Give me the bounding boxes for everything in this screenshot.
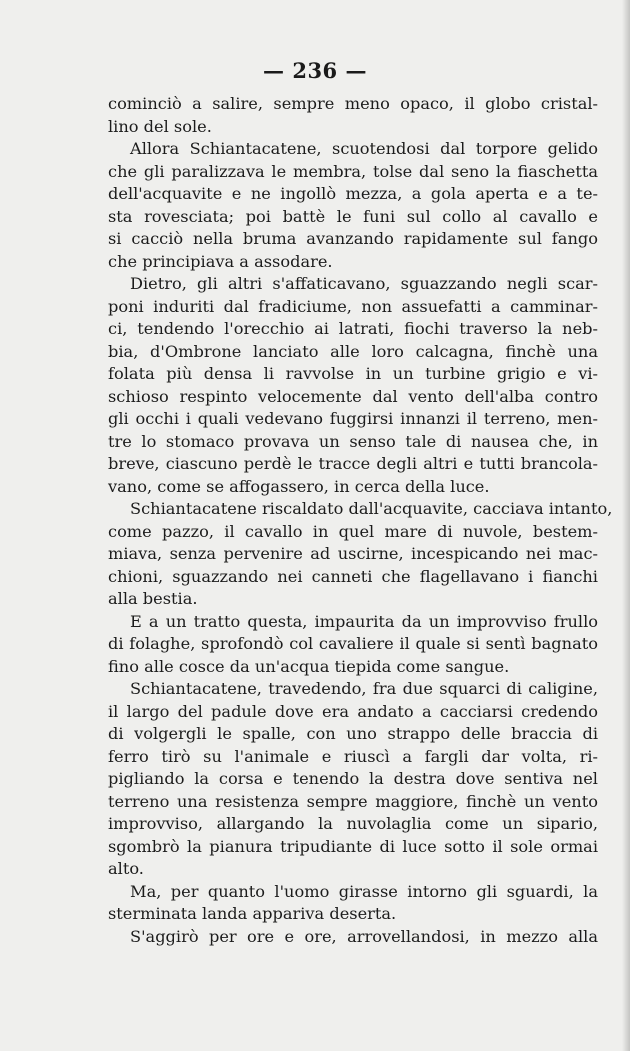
text-line: Schiantacatene, travedendo, fra due squarci di caligine, <box>130 679 598 698</box>
text-line: E a un tratto questa, impaurita da un improvviso frullo <box>130 611 598 631</box>
text-line: sgombrò la pianura tripudiante di luce sotto il sole ormai <box>108 836 598 856</box>
text-line: cominciò a salire, sempre meno opaco, il globo cristal- <box>108 94 598 113</box>
text-line: tre lo stomaco provava un senso tale di nausea che, in <box>108 431 598 451</box>
body-text <box>108 93 613 948</box>
text-line: S'aggirò per ore e ore, arrovellandosi, in mezzo alla <box>130 926 598 946</box>
text-line: lino del sole. <box>108 116 212 136</box>
text-line: bia, d'Ombrone lanciato alle loro calcagna, finchè una <box>108 341 598 361</box>
text-line: alto. <box>108 859 144 878</box>
text-line: poni induriti dal fradiciume, non assuefatti a camminar- <box>108 296 598 316</box>
text-line: ci, tendendo l'orecchio ai latrati, fiochi traverso la neb- <box>108 319 598 338</box>
text-line: ferro tirò su l'animale e riuscì a fargli dar volta, ri- <box>108 746 598 766</box>
page-edge-shadow <box>622 0 630 1051</box>
text-line: che principiava a assodare. <box>108 251 333 271</box>
text-line: si cacciò nella bruma avanzando rapidamente sul fango <box>108 229 598 248</box>
text-line: di folaghe, sprofondò col cavaliere il quale si sentì bagnato <box>108 634 598 653</box>
text-line: miava, senza pervenire ad uscirne, incespicando nei mac- <box>108 544 598 563</box>
text-line: breve, ciascuno perdè le tracce degli altri e tutti brancola- <box>108 454 598 473</box>
text-line: terreno una resistenza sempre maggiore, finchè un vento <box>108 791 598 811</box>
text-line: Allora Schiantacatene, scuotendosi dal torpore gelido <box>130 139 598 158</box>
text-line: chioni, sguazzando nei canneti che flagellavano i fianchi <box>108 566 598 586</box>
text-line: pigliando la corsa e tenendo la destra dove sentiva nel <box>108 769 598 788</box>
text-line: Ma, per quanto l'uomo girasse intorno gli sguardi, la <box>130 881 598 901</box>
text-line: fino alle cosce da un'acqua tiepida come sangue. <box>108 656 510 676</box>
text-line: dell'acquavite e ne ingollò mezza, a gola aperta e a te- <box>108 184 598 203</box>
text-line: gli occhi i quali vedevano fuggirsi innanzi il terreno, men- <box>108 409 598 428</box>
text-line: che gli paralizzava le membra, tolse dal seno la fiaschetta <box>108 161 598 181</box>
text-line: di volgergli le spalle, con uno strappo delle braccia di <box>108 724 598 743</box>
text-line: il largo del padule dove era andato a cacciarsi credendo <box>108 701 598 721</box>
text-line: come pazzo, il cavallo in quel mare di nuvole, bestem- <box>108 521 598 541</box>
text-line: vano, come se affogassero, in cerca della luce. <box>108 476 490 496</box>
text-line: alla bestia. <box>108 589 198 608</box>
text-line: folata più densa li ravvolse in un turbine grigio e vi- <box>108 364 598 383</box>
text-line: schioso respinto velocemente dal vento dell'alba contro <box>108 386 598 406</box>
text-line: Dietro, gli altri s'affaticavano, sguazzando negli scar- <box>130 274 598 293</box>
text-line: sterminata landa appariva deserta. <box>108 904 397 923</box>
text-line: improvviso, allargando la nuvolaglia come un sipario, <box>108 814 598 833</box>
text-line: Schiantacatene riscaldato dall'acquavite, cacciava intanto, <box>130 499 613 518</box>
page-number: — 236 — <box>263 58 367 83</box>
text-line: sta rovesciata; poi battè le funi sul collo al cavallo e <box>108 206 598 226</box>
